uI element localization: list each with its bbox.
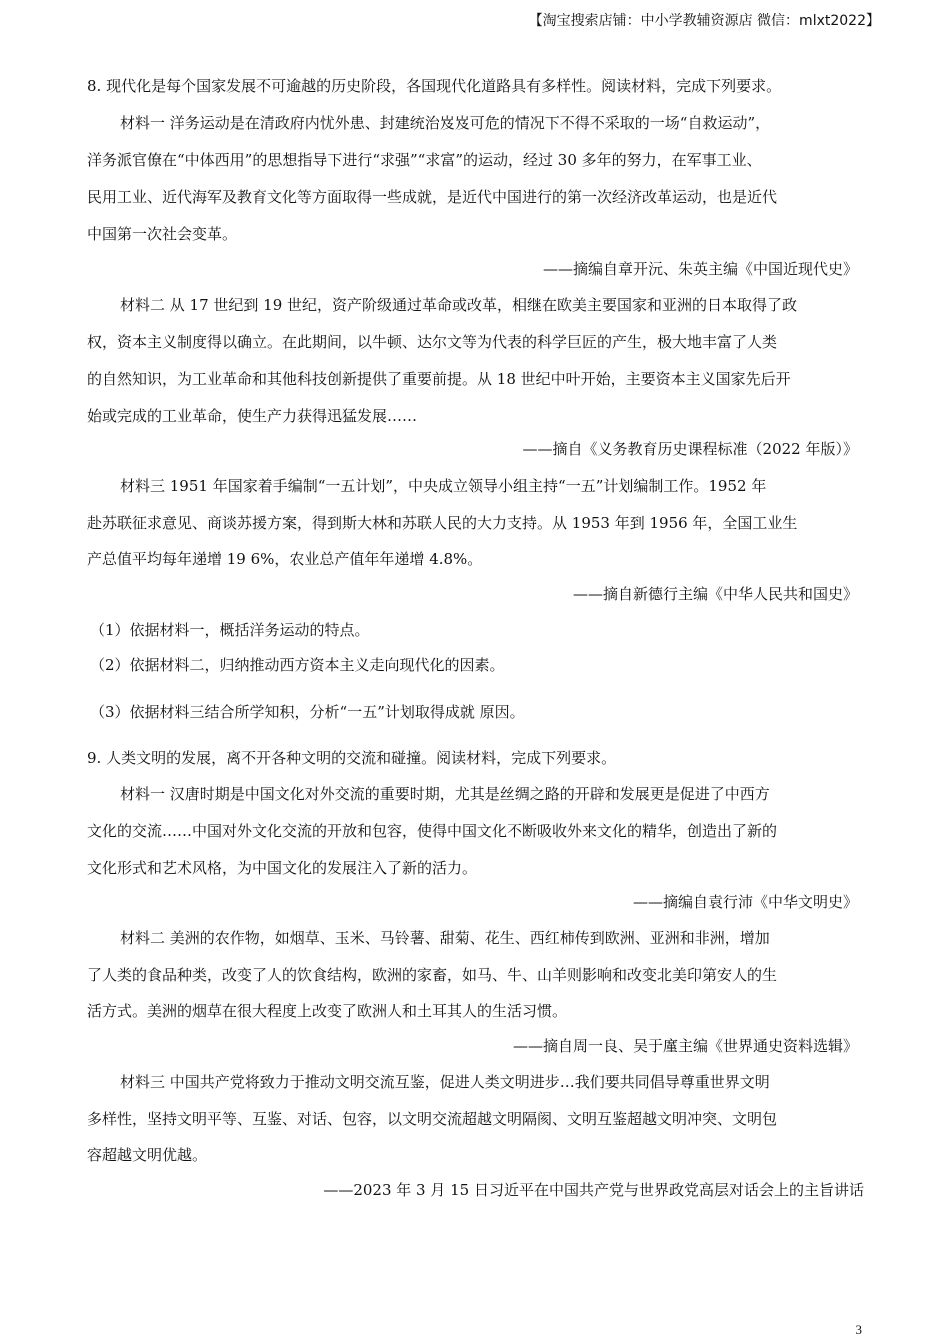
q8-stem: 8. 现代化是每个国家发展不可逾越的历史阶段，各国现代化道路具有多样性。阅读材料，完成下列要求。 xyxy=(87,77,782,95)
q8-material2-line: 权，资本主义制度得以确立。在此期间，以牛顿、达尔文等为代表的科学巨匠的产生，极大地丰富了人类 xyxy=(87,333,778,351)
q8-material1-line: 材料一 洋务运动是在清政府内忧外患、封建统治岌岌可危的情况下不得不采取的一场“自救运动”， xyxy=(120,114,771,132)
q9-material2-line: 了人类的食品种类，改变了人的饮食结构，欧洲的家畜，如马、牛、山羊则影响和改变北美印第安人的生 xyxy=(87,966,778,984)
q8-material1-source: ——摘编自章开沅、朱英主编《中国近现代史》 xyxy=(542,260,858,278)
q8-material2-source: ——摘自《义务教育历史课程标准（2022 年版）》 xyxy=(522,440,858,458)
q9-material3-line: 材料三 中国共产党将致力于推动文明交流互鉴，促进人类文明进步…我们要共同倡导尊重世界文明 xyxy=(120,1073,770,1091)
q8-material2-line: 材料二 从 17 世纪到 19 世纪，资产阶级通过革命或改革，相继在欧美主要国家和亚洲的日本取得了政 xyxy=(120,296,798,314)
q9-material2-line: 材料二 美洲的农作物，如烟草、玉米、马铃薯、甜菊、花生、西红柿传到欧洲、亚洲和非洲，增加 xyxy=(120,929,770,947)
q9-material2-source: ——摘自周一良、吴于廑主编《世界通史资料选辑》 xyxy=(512,1037,858,1055)
q8-question-1: （1）依据材料一，概括洋务运动的特点。 xyxy=(90,621,370,639)
q9-material1-line: 文化的交流……中国对外文化交流的开放和包容，使得中国文化不断吸收外来文化的精华，创造出了新的 xyxy=(87,822,778,840)
q8-material3-line: 赴苏联征求意见、商谈苏援方案，得到斯大林和苏联人民的大力支持。从 1953 年到 1956 年，全国工业生 xyxy=(87,514,798,532)
q8-material3-source: ——摘自新德行主编《中华人民共和国史》 xyxy=(572,585,858,603)
q9-stem: 9. 人类文明的发展，离不开各种文明的交流和碰撞。阅读材料，完成下列要求。 xyxy=(87,749,617,767)
page-header: 【淘宝搜索店铺：中小学教辅资源店 微信：mlxt2022】 xyxy=(528,13,880,29)
q8-material2-line: 始或完成的工业革命，使生产力获得迅猛发展…… xyxy=(87,407,418,425)
q8-material1-line: 中国第一次社会变革。 xyxy=(87,225,238,243)
q9-material1-source: ——摘编自袁行沛《中华文明史》 xyxy=(632,893,858,911)
q8-material1-line: 民用工业、近代海军及教育文化等方面取得一些成就，是近代中国进行的第一次经济改革运动，也是近代 xyxy=(87,188,778,206)
q9-material3-source: ——2023 年 3 月 15 日习近平在中国共产党与世界政党高层对话会上的主旨讲话 xyxy=(323,1181,864,1199)
q9-material3-line: 容超越文明优越。 xyxy=(87,1146,208,1164)
q9-material1-line: 材料一 汉唐时期是中国文化对外交流的重要时期，尤其是丝绸之路的开辟和发展更是促进了中西方 xyxy=(120,785,770,803)
q9-material2-line: 活方式。美洲的烟草在很大程度上改变了欧洲人和土耳其人的生活习惯。 xyxy=(87,1002,568,1020)
q8-material3-line: 产总值平均每年递增 19 6%，农业总产值年年递增 4.8%。 xyxy=(87,550,483,568)
q9-material1-line: 文化形式和艺术风格，为中国文化的发展注入了新的活力。 xyxy=(87,859,478,877)
q8-material3-line: 材料三 1951 年国家着手编制“一五计划”，中央成立领导小组主持“一五”计划编制工作。1952 年 xyxy=(120,477,767,495)
q9-material3-line: 多样性，坚持文明平等、互鉴、对话、包容，以文明交流超越文明隔阂、文明互鉴超越文明冲突、文明包 xyxy=(87,1110,778,1128)
q8-material1-line: 洋务派官僚在“中体西用”的思想指导下进行“求强”“求富”的运动，经过 30 多年的努力，在军事工业、 xyxy=(87,151,762,169)
q8-material2-line: 的自然知识，为工业革命和其他科技创新提供了重要前提。从 18 世纪中叶开始，主要资本主义国家先后开 xyxy=(87,370,791,388)
q8-question-3: （3）依据材料三结合所学知积，分析“一五”计划取得成就 原因。 xyxy=(90,703,525,721)
q8-question-2: （2）依据材料二，归纳推动西方资本主义走向现代化的因素。 xyxy=(90,656,505,674)
page-number: 3 xyxy=(855,1322,862,1337)
